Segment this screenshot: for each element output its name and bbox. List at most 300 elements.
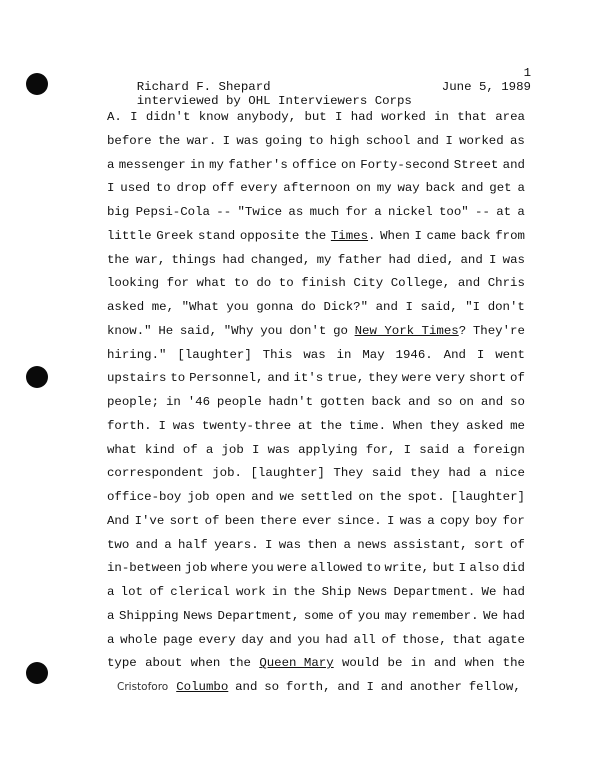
word: for [166,276,189,291]
word: I [414,228,422,243]
word: used [120,181,151,196]
word: don't [487,300,525,314]
word: said [419,442,450,457]
word: back [460,228,491,243]
word: forth. [107,418,152,433]
word: office [292,157,337,172]
word: big [107,205,130,219]
word: day [241,632,264,647]
word: agate [487,632,525,647]
word: would [342,656,380,671]
word: they [410,466,440,481]
word: anybody, [236,110,297,124]
word: in [165,395,181,409]
underlined-title: New York Times? [354,323,467,338]
transcript-line [107,514,525,538]
word: said [371,466,402,481]
word: war, [135,252,166,267]
word: boy [474,513,498,528]
word: May [362,347,385,362]
transcript-line [107,371,525,395]
transcript-line [107,680,525,704]
word: you [226,300,249,314]
word: clerical [170,585,230,599]
word: back [371,395,402,409]
word: Department. [393,585,476,599]
word: A. [107,110,122,124]
word: And [443,347,466,362]
word: forth, [285,680,331,694]
transcript-line [107,490,525,514]
word: They're [472,323,525,338]
word: a [374,205,382,219]
word: write, [384,561,430,576]
word: and [408,395,431,409]
word: a [107,585,115,599]
word: I [445,133,453,148]
word: This [262,347,293,362]
word: had [388,252,411,267]
word: We [483,608,499,623]
word: job. [212,466,242,481]
word: to [366,561,381,576]
word: was [278,537,302,552]
transcript-line [107,348,525,372]
word: was [502,252,525,267]
word: a [107,157,115,172]
word: every [198,632,236,647]
word: when [464,656,495,671]
word: kind [144,442,175,457]
word: "Why [223,323,254,338]
word: open [215,490,246,504]
transcript-line [107,134,525,158]
word: news [357,537,387,552]
transcript-line [107,276,525,300]
underlined-title: Queen Mary [259,656,334,671]
transcript-line [107,443,525,467]
word: the [379,490,402,504]
word: When [380,228,410,243]
transcript-line [107,324,525,348]
transcript-line [107,609,525,633]
word: on [356,181,371,196]
word: settled [300,490,353,504]
word: had [502,585,525,599]
word: didn't [145,110,191,124]
word: a [517,205,525,219]
word: there [259,513,297,528]
word: job [221,442,244,457]
transcript-line [107,253,525,277]
word: to [155,181,171,196]
word: back [425,181,456,196]
transcript-line [107,419,525,443]
word: a [517,181,525,196]
word: but [432,561,455,576]
word: of [509,537,525,552]
word: and [480,395,504,409]
word: they [368,371,398,386]
word: Street [453,157,499,172]
word: and [461,181,484,196]
word: before [107,133,152,148]
word: and [433,656,457,671]
word: They [333,466,364,481]
word: and [502,157,525,172]
word: was [303,347,326,362]
word: type [107,656,137,671]
word: allowed [310,561,363,576]
word: fellow, [468,680,521,694]
word: in [189,157,205,172]
binder-hole-top [26,73,48,95]
word: of [381,632,397,647]
word: for [502,513,525,528]
word: get [489,181,512,196]
word: short [468,371,507,386]
word: worked [459,133,504,148]
word: in [271,585,287,599]
word: I [403,442,412,457]
word: some [303,608,334,623]
word: in [434,110,449,124]
word: sort [473,537,504,552]
word: the [502,656,525,671]
word: had [502,608,525,623]
transcript-body [107,110,525,704]
transcript-line [107,229,525,253]
underlined-title: Columbo [176,680,229,694]
word: it's [293,371,324,386]
interviewer-credit: interviewed by OHL Interviewers Corps [136,94,412,108]
word: work [236,585,266,599]
word: a [205,442,214,457]
word: drop [176,181,207,196]
word: people [216,395,262,409]
word: was [267,442,290,457]
handwritten-insertion: Cristoforo [117,681,169,693]
word: said, [420,300,458,314]
word: hadn't [268,395,314,409]
word: a [164,537,172,552]
word: When [392,418,423,433]
word: my [376,181,392,196]
word: of [338,608,354,623]
word: since. [337,513,382,528]
underlined-title: Times. [330,228,376,243]
word: another [409,680,462,694]
word: true, [327,371,365,386]
word: Forty-second [360,157,450,172]
word: remember. [411,608,479,623]
word: know [198,110,229,124]
word: messenger [118,157,186,172]
word: me, [151,300,175,314]
word: and [457,276,481,291]
word: opposite [239,228,300,243]
word: been [224,513,255,528]
word: gonna [256,300,294,314]
word: then [307,537,338,552]
word: I [107,181,115,196]
word: much [309,205,340,219]
word: correspondent [107,466,204,481]
word: and [135,537,158,552]
word: my [316,252,332,267]
word: a [457,442,465,457]
word: so [264,680,280,694]
word: said, [179,323,218,338]
word: and [251,490,274,504]
transcript-line [107,158,525,182]
word: a [343,537,351,552]
interview-date: June 5, 1989 [441,80,531,94]
word: be [387,656,403,671]
word: so [437,395,453,409]
word: nickel [388,205,433,219]
word: people; [107,395,160,409]
word: going [265,133,303,148]
word: asked [107,300,145,314]
word: News [183,608,213,623]
word: I [387,513,395,528]
word: 1946. [395,347,433,362]
word: had [350,110,373,124]
word: don't [289,323,327,338]
word: half [178,537,208,552]
word: I [405,300,413,314]
word: as [288,205,304,219]
word: upstairs [107,371,167,386]
word: changed, [250,252,311,267]
word: was [399,513,422,528]
word: so [510,395,525,409]
word: I've [134,513,165,528]
word: a [427,513,435,528]
word: years. [214,537,259,552]
word: a [107,632,115,647]
word: my [209,157,224,172]
word: '46 [187,395,211,409]
word: sort [169,513,200,528]
word: Greek [156,228,194,243]
word: whole [120,632,158,647]
word: went [495,347,525,362]
word: for [345,205,368,219]
word: and [375,300,398,314]
word: that [457,110,487,124]
word: at [496,205,512,219]
word: in-between [107,561,182,576]
word: He [158,323,174,338]
word: to [170,371,186,386]
word: I [265,537,273,552]
word: job [187,490,210,504]
word: Personnel, [189,371,264,386]
word: I [476,347,485,362]
word: too" [438,205,469,219]
word: may [384,608,407,623]
word: war. [186,133,217,148]
binder-hole-middle [26,366,48,388]
word: News [357,585,388,599]
word: do [301,300,316,314]
narrator-name: Richard F. Shepard [136,80,271,94]
word: every [240,181,278,196]
word: had [222,252,245,267]
word: I [158,418,166,433]
word: And [107,513,130,528]
word: two [107,537,130,552]
word: had [325,632,348,647]
word: Chris [487,276,525,291]
word: did [502,561,525,576]
word: go [333,323,348,338]
word: to [308,133,324,148]
word: "I [465,300,481,314]
word: lot [120,585,143,599]
word: gotten [319,395,365,409]
word: father's [228,157,288,172]
word: and [235,680,258,694]
word: you [260,323,283,338]
word: and [416,133,439,148]
word: ever [302,513,332,528]
word: nice [495,466,525,481]
word: "What [181,300,219,314]
word: asked [466,418,504,433]
word: they [429,418,460,433]
word: in [336,347,352,362]
word: was [172,418,196,433]
word: but [304,110,327,124]
word: assistant, [393,537,468,552]
word: when [190,656,221,671]
word: College, [390,276,451,291]
word: a [479,466,487,481]
word: were [277,561,307,576]
word: copy [439,513,470,528]
word: of [204,513,220,528]
word: little [107,228,152,243]
word: City [353,276,384,291]
word: the [303,228,327,243]
word: and [269,632,292,647]
word: very [435,371,466,386]
word: school [365,133,411,148]
word: afternoon [283,181,351,196]
word: on [459,395,474,409]
word: Ship [321,585,352,599]
word: -- [475,205,490,219]
header-row-2 [107,80,531,108]
word: looking [107,276,160,291]
word: I [130,110,138,124]
word: office-boy [107,490,182,504]
word: [laughter] [450,490,525,504]
word: of [182,442,198,457]
word: were [401,371,432,386]
word: I [489,252,497,267]
word: me [510,418,525,433]
word: as [510,133,525,148]
word: worked [381,110,426,124]
word: you [297,632,320,647]
word: on [358,490,374,504]
word: and [380,680,404,694]
transcript-line [107,181,525,205]
word: from [495,228,525,243]
word: on [341,157,356,172]
word: the [293,585,316,599]
transcript-line [107,466,525,490]
word: also [469,561,500,576]
word: We [481,585,497,599]
word: and [337,680,360,694]
word: in [410,656,426,671]
word: you [251,561,274,576]
word: I [458,561,466,576]
word: Pepsi-Cola [135,205,210,219]
transcript-line [107,205,525,229]
transcript-line [107,561,525,585]
word: off [212,181,235,196]
word: that [452,632,483,647]
word: came [426,228,457,243]
word: Dick?" [323,300,369,314]
transcript-line [107,656,525,680]
page-header [107,66,531,108]
word: know." [107,323,152,338]
page-number: 1 [523,66,531,80]
word: things [171,252,217,267]
word: the [319,418,343,433]
word: spot. [407,490,445,504]
word: way [397,181,420,196]
transcript-line [107,110,525,134]
word: of [510,371,525,386]
word: "Twice [237,205,283,219]
word: I [366,680,374,694]
word: Shipping [119,608,179,623]
word: the [157,133,181,148]
word: the [107,252,130,267]
word: had [448,466,471,481]
transcript-line [107,585,525,609]
word: I [222,133,231,148]
word: we [279,490,295,504]
word: was [236,133,259,148]
word: time. [348,418,387,433]
word: you [357,608,381,623]
word: [laughter] [177,347,252,362]
binder-hole-bottom [26,662,48,684]
word: job [184,561,208,576]
word: I [251,442,260,457]
word: hiring." [107,347,167,362]
word: and [460,252,483,267]
word: twenty-three [201,418,292,433]
word: to [278,276,294,291]
word: foreign [472,442,525,457]
word: applying [298,442,358,457]
word: those, [402,632,447,647]
word: what [196,276,227,291]
word: stand [198,228,236,243]
transcript-line [107,395,525,419]
word: for, [365,442,396,457]
